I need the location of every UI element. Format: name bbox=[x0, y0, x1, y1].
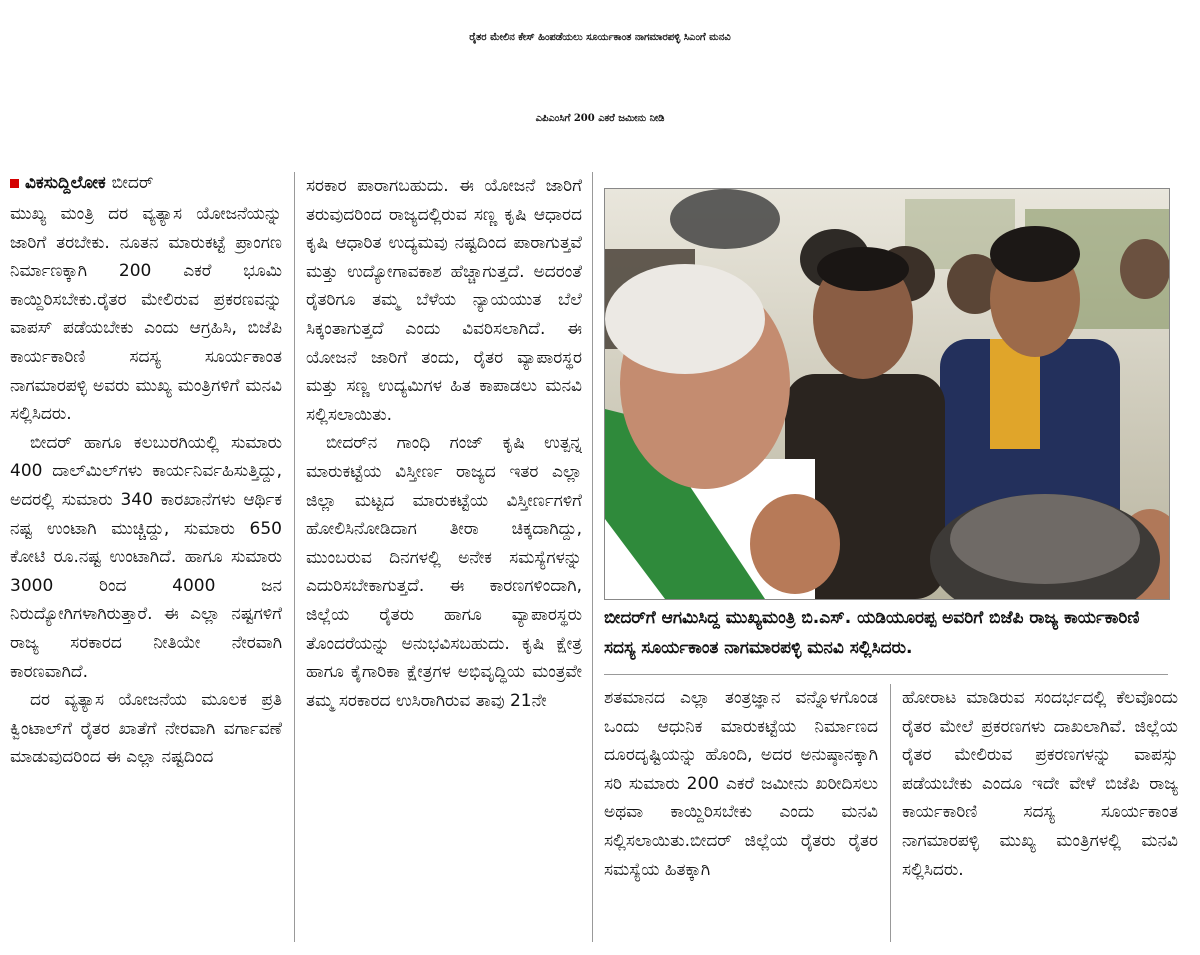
column-1-paragraph-2: ಬೀದರ್ ಹಾಗೂ ಕಲಬುರಗಿಯಲ್ಲಿ ಸುಮಾರು 400 ದಾಲ್‌ಮಿಲ್‌ಗಳು ಕಾರ್ಯನಿರ್ವಹಿಸುತ್ತಿದ್ದು, ಅದರಲ್ಲಿ ಸುಮಾರು 340 ಕಾರಖಾನೆಗಳು ಆರ್ಥಿಕ ನಷ್ಟ ಉಂಟಾಗಿ ಮುಚ್ಚಿದ್ದು, ಸುಮಾರು 650 ಕೋಟಿ ರೂ.ನಷ್ಟ ಉಂಟಾಗಿದೆ. ಹಾಗೂ ಸುಮಾರು 3000 ರಿಂದ 4000 ಜನ ನಿರುದ್ಯೋಗಿಗಳಾಗಿರುತ್ತಾರೆ. ಈ ಎಲ್ಲಾ ನಷ್ಟಗಳಿಗೆ ರಾಜ್ಯ ಸರಕಾರದ ನೀತಿಯೇ ನೇರವಾಗಿ ಕಾರಣವಾಗಿದೆ. bbox=[10, 432, 282, 682]
column-1-paragraph-3: ದರ ವ್ಯತ್ಯಾಸ ಯೋಜನೆಯ ಮೂಲಕ ಪ್ರತಿ ಕ್ವಿಂಟಾಲ್‌ಗೆ ರೈತರ ಖಾತೆಗೆ ನೇರವಾಗಿ ವರ್ಗಾವಣೆ ಮಾಡುವುದರಿಂದ ಈ ಎಲ್ಲಾ ನಷ್ಟದಿಂದ bbox=[10, 690, 282, 768]
caption-divider bbox=[604, 674, 1168, 675]
photo-illustration bbox=[605, 189, 1169, 599]
news-photo bbox=[604, 188, 1170, 600]
column-divider-2 bbox=[592, 172, 593, 942]
byline-square-icon bbox=[10, 179, 19, 188]
byline bbox=[10, 172, 153, 194]
article-column-4 bbox=[902, 684, 1178, 942]
column-divider-3 bbox=[890, 684, 891, 942]
byline-place: ಬೀದರ್ bbox=[111, 173, 154, 193]
kicker-headline: ರೈತರ ಮೇಲಿನ ಕೇಸ್ ಹಿಂಪಡೆಯಲು ಸೂರ್ಯಕಾಂತ ನಾಗಮಾರಪಳ್ಳಿ ಸಿಎಂಗೆ ಮನವಿ bbox=[469, 32, 731, 43]
column-1-paragraph-1: ಮುಖ್ಯ ಮಂತ್ರಿ ದರ ವ್ಯತ್ಯಾಸ ಯೋಜನೆಯನ್ನು ಜಾರಿಗೆ ತರಬೇಕು. ನೂತನ ಮಾರುಕಟ್ಟೆ ಪ್ರಾಂಗಣ ನಿರ್ಮಾಣಕ್ಕಾಗಿ 200 ಎಕರೆ ಭೂಮಿ ಕಾಯ್ದಿರಿಸಬೇಕು.ರೈತರ ಮೇಲಿರುವ ಪ್ರಕರಣವನ್ನು ವಾಪಸ್ ಪಡೆಯಬೇಕು ಎಂದು ಆಗ್ರಹಿಸಿ, ಬಿಜೆಪಿ ಕಾರ್ಯಕಾರಿಣಿ ಸದಸ್ಯ ಸೂರ್ಯಕಾಂತ ನಾಗಮಾರಪಳ್ಳಿ ಅವರು ಮುಖ್ಯ ಮಂತ್ರಿಗಳಿಗೆ ಮನವಿ ಸಲ್ಲಿಸಿದರು. bbox=[10, 204, 282, 425]
article-column-1 bbox=[10, 200, 282, 940]
article-column-2 bbox=[306, 172, 582, 944]
main-headline: ಎಪಿಎಂಸಿಗೆ 200 ಎಕರೆ ಜಮೀನು ನೀಡಿ bbox=[535, 113, 665, 124]
byline-agency: ವಿಕಸುದ್ದಿಲೋಕ bbox=[25, 173, 106, 193]
column-divider-1 bbox=[294, 172, 295, 942]
photo-caption: ಬೀದರ್‌ಗೆ ಆಗಮಿಸಿದ್ದ ಮುಖ್ಯಮಂತ್ರಿ ಬಿ.ಎಸ್. ಯಡಿಯೂರಪ್ಪ ಅವರಿಗೆ ಬಿಜೆಪಿ ರಾಜ್ಯ ಕಾರ್ಯಕಾರಿಣಿ ಸದಸ್ಯ ಸೂರ್ಯಕಾಂತ ನಾಗಮಾರಪಳ್ಳಿ ಮನವಿ ಸಲ್ಲಿಸಿದರು. bbox=[604, 608, 1140, 658]
column-3-paragraph-1: ಶತಮಾನದ ಎಲ್ಲಾ ತಂತ್ರಜ್ಞಾನ ವನ್ನೊಳಗೊಂಡ ಒಂದು ಆಧುನಿಕ ಮಾರುಕಟ್ಟೆಯ ನಿರ್ಮಾಣದ ದೂರದೃಷ್ಟಿಯನ್ನು ಹೊಂದಿ, ಅದರ ಅನುಷ್ಠಾನಕ್ಕಾಗಿ ಸರಿ ಸುಮಾರು 200 ಎಕರೆ ಜಮೀನು ಖರೀದಿಸಲು ಅಥವಾ ಕಾಯ್ದಿರಿಸಬೇಕು ಎಂದು ಮನವಿ ಸಲ್ಲಿಸಲಾಯಿತು.ಬೀದರ್ ಜಿಲ್ಲೆಯ ರೈತರು ರೈತರ ಸಮಸ್ಯೆಯ ಹಿತಕ್ಕಾಗಿ bbox=[604, 688, 878, 880]
column-2-paragraph-2: ಬೀದರ್‌ನ ಗಾಂಧಿ ಗಂಜ್ ಕೃಷಿ ಉತ್ಪನ್ನ ಮಾರುಕಟ್ಟೆಯ ವಿಸ್ತೀರ್ಣ ರಾಜ್ಯದ ಇತರ ಎಲ್ಲಾ ಜಿಲ್ಲಾ ಮಟ್ಟದ ಮಾರುಕಟ್ಟೆಯ ವಿಸ್ತೀರ್ಣಗಳಿಗೆ ಹೋಲಿಸಿನೋಡಿದಾಗ ತೀರಾ ಚಿಕ್ಕದಾಗಿದ್ದು, ಮುಂಬರುವ ದಿನಗಳಲ್ಲಿ ಅನೇಕ ಸಮಸ್ಯೆಗಳನ್ನು ಎದುರಿಸಬೇಕಾಗುತ್ತದೆ. ಈ ಕಾರಣಗಳಿಂದಾಗಿ, ಜಿಲ್ಲೆಯ ರೈತರು ಹಾಗೂ ವ್ಯಾಪಾರಸ್ಥರು ತೊಂದರೆಯನ್ನು ಅನುಭವಿಸಬಹುದು. ಕೃಷಿ ಕ್ಷೇತ್ರ ಹಾಗೂ ಕೈಗಾರಿಕಾ ಕ್ಷೇತ್ರಗಳ ಅಭಿವೃದ್ಧಿಯ ಮಂತ್ರವೇ ತಮ್ಮ ಸರಕಾರದ ಉಸಿರಾಗಿರುವ ತಾವು 21ನೇ bbox=[306, 433, 582, 711]
article-column-3 bbox=[604, 684, 878, 942]
column-2-paragraph-1: ಸರಕಾರ ಪಾರಾಗಬಹುದು. ಈ ಯೋಜನೆ ಜಾರಿಗೆ ತರುವುದರಿಂದ ರಾಜ್ಯದಲ್ಲಿರುವ ಸಣ್ಣ ಕೃಷಿ ಆಧಾರದ ಕೃಷಿ ಆಧಾರಿತ ಉದ್ಯಮವು ನಷ್ಟದಿಂದ ಪಾರಾಗುತ್ತವೆ ಮತ್ತು ಉದ್ಯೋಗಾವಕಾಶ ಹೆಚ್ಚಾಗುತ್ತದೆ. ಅದರಂತೆ ರೈತರಿಗೂ ತಮ್ಮ ಬೆಳೆಯ ನ್ಯಾಯಯುತ ಬೆಲೆ ಸಿಕ್ಕಂತಾಗುತ್ತದೆ ಎಂದು ವಿವರಿಸಲಾಗಿದೆ. ಈ ಯೋಜನೆ ಜಾರಿಗೆ ತಂದು, ರೈತರ ವ್ಯಾಪಾರಸ್ಥರ ಮತ್ತು ಸಣ್ಣ ಉದ್ಯಮಿಗಳ ಹಿತ ಕಾಪಾಡಲು ಮನವಿ ಸಲ್ಲಿಸಲಾಯಿತು. bbox=[306, 176, 582, 425]
column-4-paragraph-1: ಹೋರಾಟ ಮಾಡಿರುವ ಸಂದರ್ಭದಲ್ಲಿ ಕೆಲವೊಂದು ರೈತರ ಮೇಲೆ ಪ್ರಕರಣಗಳು ದಾಖಲಾಗಿವೆ. ಜಿಲ್ಲೆಯ ರೈತರ ಮೇಲಿರುವ ಪ್ರಕರಣಗಳನ್ನು ವಾಪಸ್ಸು ಪಡೆಯಬೇಕು ಎಂದೂ ಇದೇ ವೇಳೆ ಬಿಜೆಪಿ ರಾಜ್ಯ ಕಾರ್ಯಕಾರಿಣಿ ಸದಸ್ಯ ಸೂರ್ಯಕಾಂತ ನಾಗಮಾರಪಳ್ಳಿ ಮುಖ್ಯ ಮಂತ್ರಿಗಳಲ್ಲಿ ಮನವಿ ಸಲ್ಲಿಸಿದರು. bbox=[902, 688, 1178, 880]
